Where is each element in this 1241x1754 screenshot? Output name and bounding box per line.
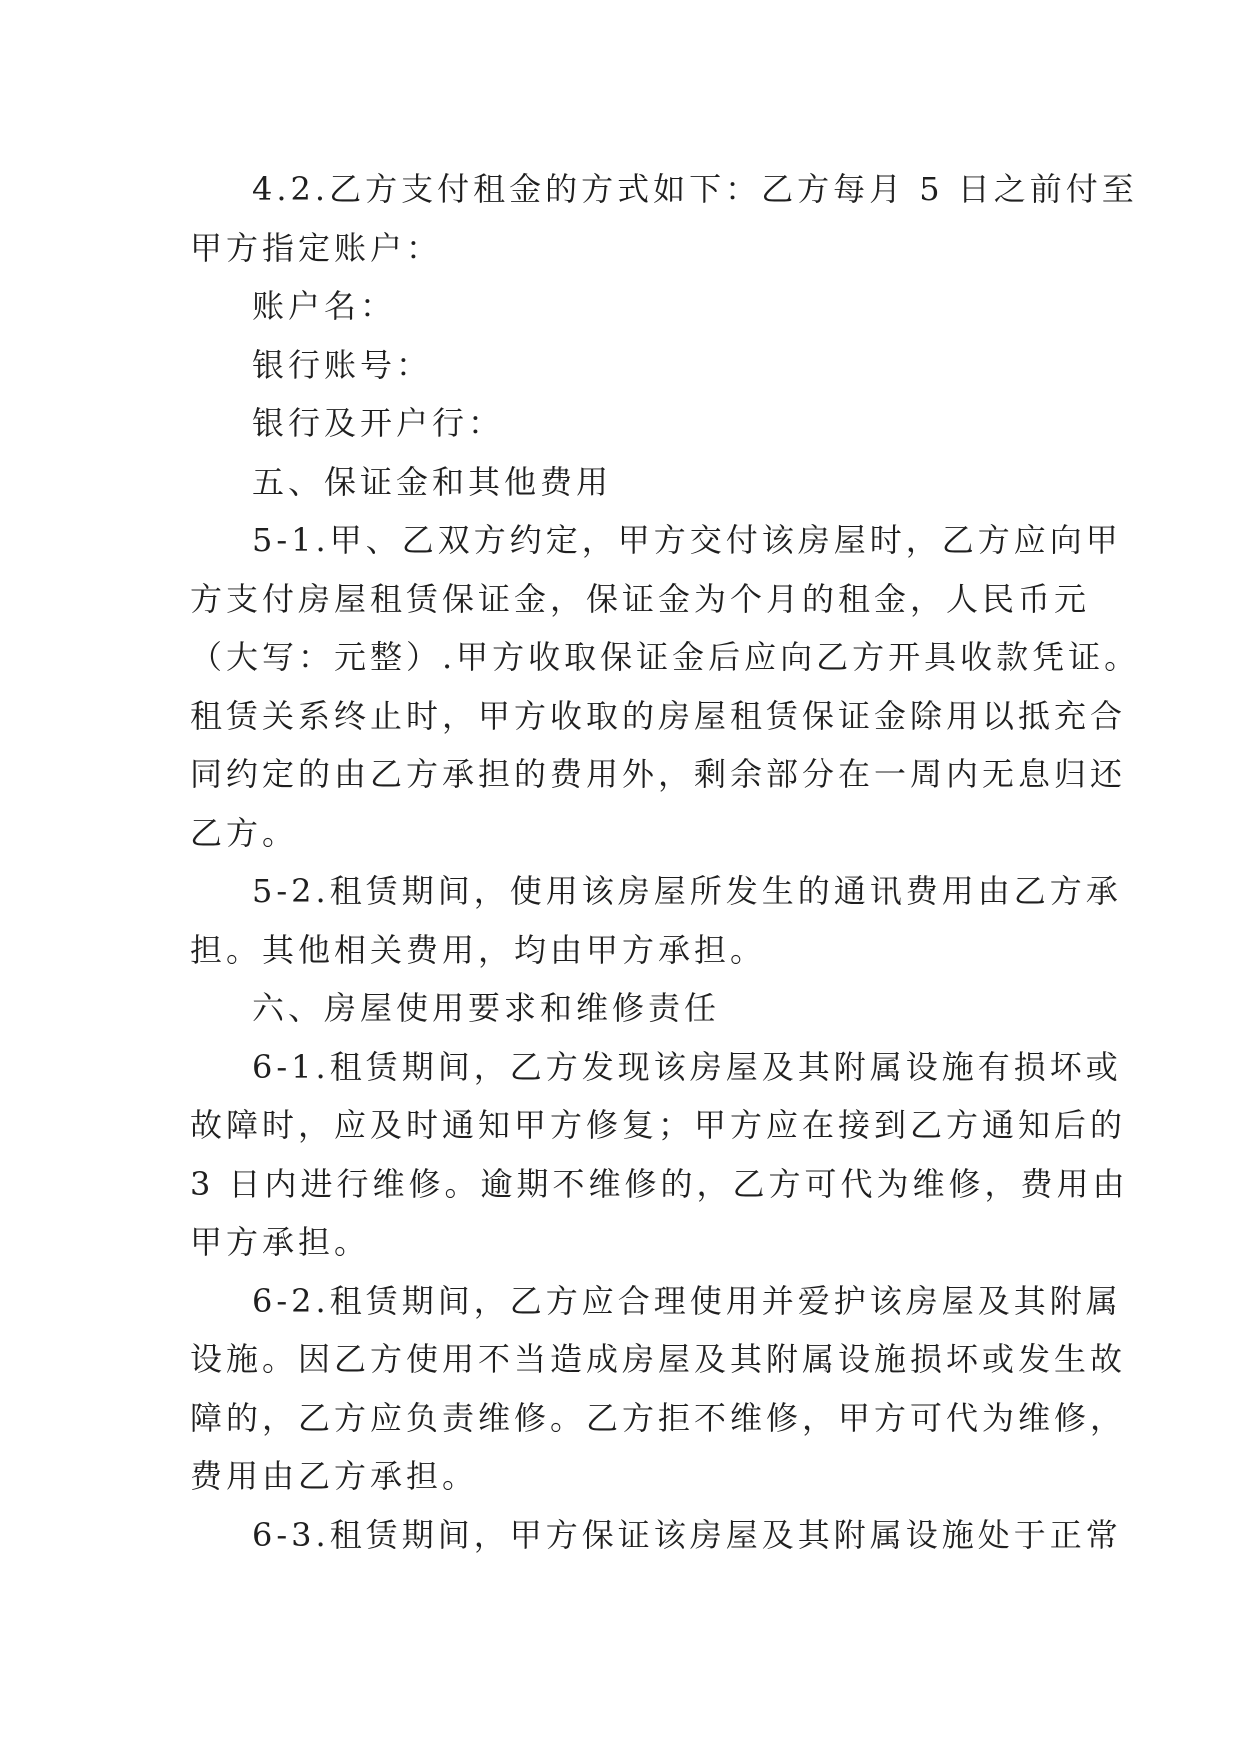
text-line: 5-2.租赁期间，使用该房屋所发生的通讯费用由乙方承 — [252, 872, 1122, 910]
text-line: 费用由乙方承担。 — [190, 1457, 479, 1495]
text-line: 6-3.租赁期间，甲方保证该房屋及其附属设施处于正常 — [252, 1515, 1122, 1554]
text-line: 担。其他相关费用，均由甲方承担。 — [190, 930, 767, 969]
text-line: 5-1.甲、乙双方约定，甲方交付该房屋时，乙方应向甲 — [252, 521, 1122, 559]
account-name-label: 账户名： — [252, 287, 397, 325]
section-heading-maintenance: 六、房屋使用要求和维修责任 — [252, 989, 721, 1027]
document-body — [190, 160, 1141, 1564]
bank-branch-label: 银行及开户行： — [252, 404, 505, 442]
text-line: 甲方承担。 — [190, 1223, 371, 1261]
text-line: 方支付房屋租赁保证金，保证金为个月的租金，人民币元 — [190, 579, 1091, 618]
text-line: 6-1.租赁期间，乙方发现该房屋及其附属设施有损坏或 — [252, 1047, 1122, 1086]
text-line: 租赁关系终止时，甲方收取的房屋租赁保证金除用以抵充合 — [190, 696, 1127, 735]
text-line: 乙方。 — [190, 813, 299, 852]
text-line: 同约定的由乙方承担的费用外，剩余部分在一周内无息归还 — [190, 755, 1127, 793]
section-heading-deposit: 五、保证金和其他费用 — [252, 462, 613, 501]
text-line: 设施。因乙方使用不当造成房屋及其附属设施损坏或发生故 — [190, 1340, 1127, 1378]
text-line: （大写：元整）.甲方收取保证金后应向乙方开具收款凭证。 — [190, 638, 1141, 676]
text-line: 甲方指定账户： — [190, 228, 443, 267]
text-line: 障的，乙方应负责维修。乙方拒不维修，甲方可代为维修， — [190, 1398, 1127, 1437]
text-line: 故障时，应及时通知甲方修复；甲方应在接到乙方通知后的 — [190, 1106, 1127, 1144]
text-line: 3 日内进行维修。逾期不维修的，乙方可代为维修，费用由 — [190, 1164, 1129, 1203]
text-line: 4.2.乙方支付租金的方式如下：乙方每月 5 日之前付至 — [252, 170, 1138, 208]
bank-account-label: 银行账号： — [252, 345, 433, 384]
text-line: 6-2.租赁期间，乙方应合理使用并爱护该房屋及其附属 — [252, 1281, 1122, 1320]
